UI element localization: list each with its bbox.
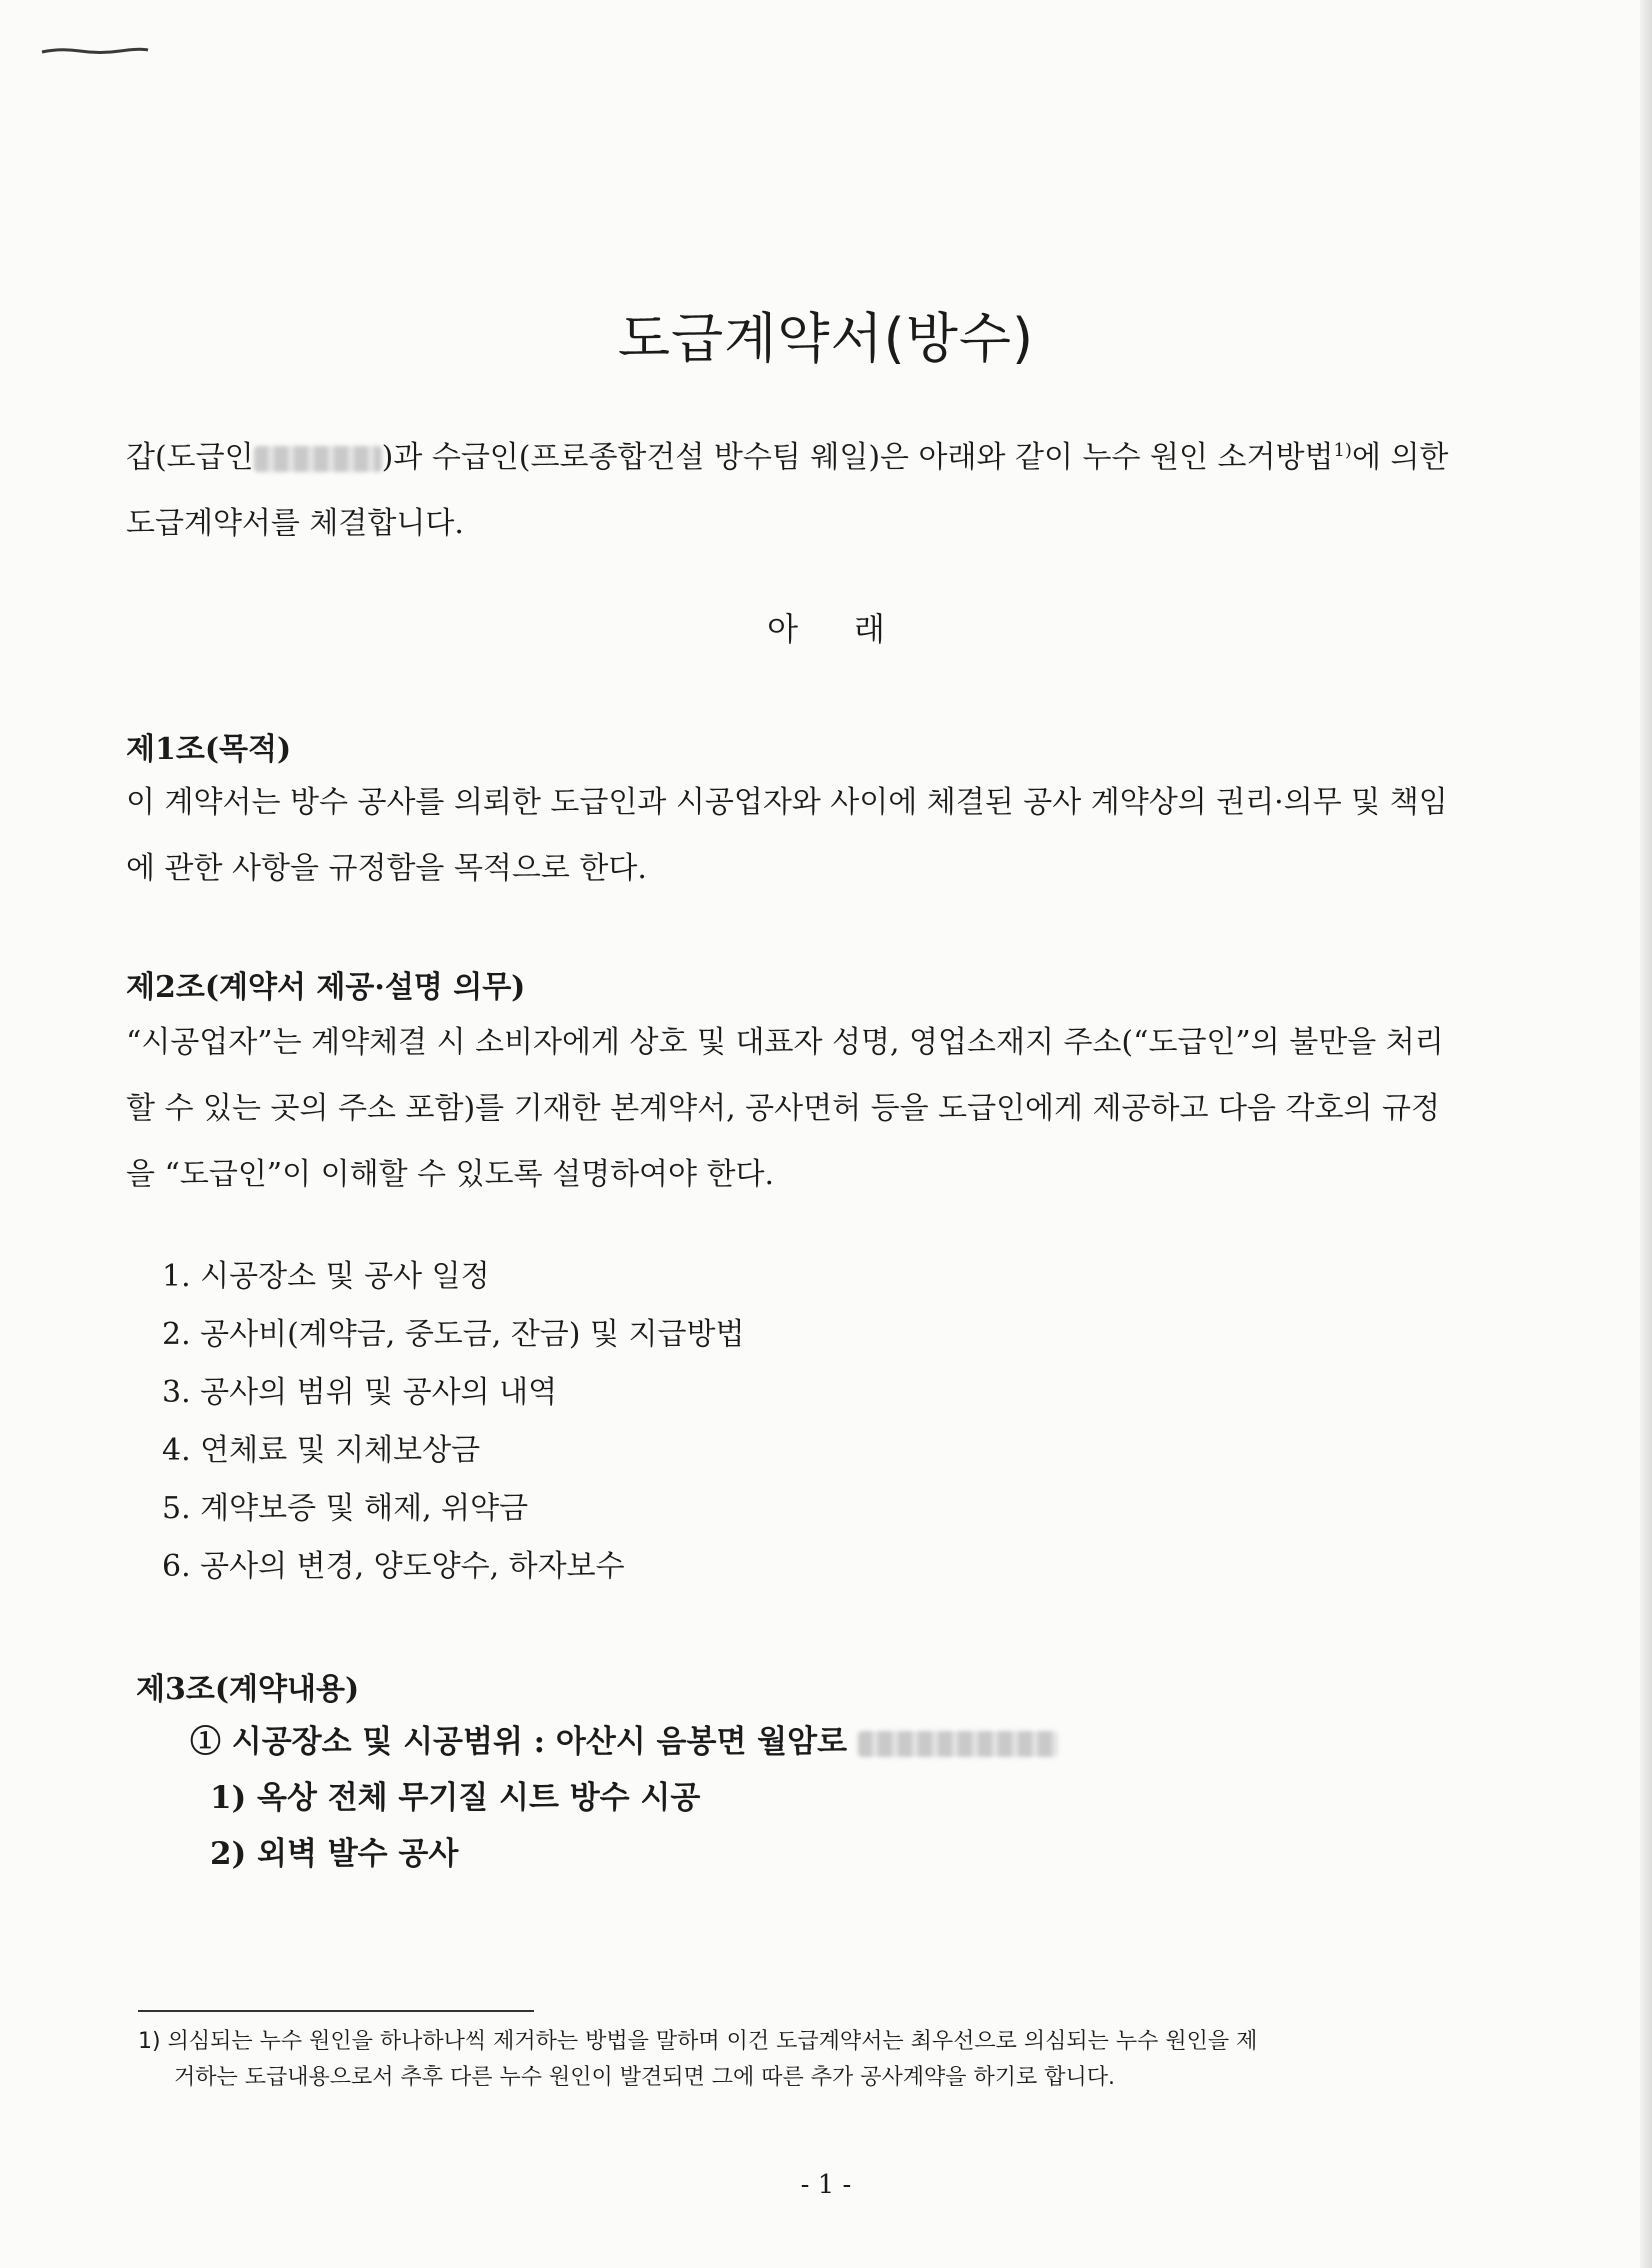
intro-text-part1: 갑(도급인 [126, 440, 254, 475]
article2-heading: 제2조(계약서 제공·설명 의무) [126, 970, 526, 1005]
article3-sub2: 2) 외벽 발수 공사 [210, 1836, 459, 1872]
footnote-reference: 1) [1333, 440, 1352, 461]
article2-text: “시공업자”는 계약체결 시 소비자에게 상호 및 대표자 성명, 영업소재지 주소(“도급인”의 불만을 처리할 수 있는 곳의 주소 포함)를 기재한 본계약서, 공사면허 등을 도급인에게 제공하고 다음 각호의 규정을 “도급인”이 이해할 수 있도록 설명하여야 한다. [126, 1025, 1444, 1192]
intro-text-part2: )과 수급인(프로종합건설 방수팀 웨일)은 아래와 같이 누수 원인 소거방법 [381, 440, 1334, 475]
list-item: 6. 공사의 변경, 양도양수, 하자보수 [162, 1549, 625, 1584]
redacted-address [858, 1731, 1058, 1757]
list-item: 3. 공사의 범위 및 공사의 내역 [162, 1375, 558, 1410]
article2-list [162, 1248, 744, 1596]
list-item: 4. 연체료 및 지체보상금 [162, 1433, 481, 1468]
footnote-divider [138, 2010, 534, 2012]
article3-heading: 제3조(계약내용) [136, 1672, 360, 1707]
redacted-name [254, 446, 382, 472]
intro-text-part3: 에 의한 도급계약서를 체결합니다. [126, 440, 1449, 541]
intro-paragraph [126, 418, 1466, 557]
article3-item1 [190, 1714, 1058, 1770]
article1-text: 이 계약서는 방수 공사를 의뢰한 도급인과 시공업자와 사이에 체결된 공사 계약상의 권리·의무 및 책임에 관한 사항을 규정함을 목적으로 한다. [126, 785, 1448, 886]
below-heading [0, 604, 1652, 650]
page-number: - 1 - [800, 2170, 852, 2200]
list-item: 1. 시공장소 및 공사 일정 [162, 1259, 490, 1294]
article3-item1-text: ① 시공장소 및 시공범위 : 아산시 음봉면 월암로 [190, 1724, 848, 1760]
article1-heading: 제1조(목적) [126, 732, 292, 767]
article3-sub1: 1) 옥상 전체 무기질 시트 방수 시공 [210, 1780, 701, 1816]
list-item: 2. 공사비(계약금, 중도금, 잔금) 및 지급방법 [162, 1317, 745, 1352]
list-item: 5. 계약보증 및 해제, 위약금 [162, 1491, 529, 1526]
below-heading-char1: 아 [767, 610, 798, 648]
footnote-line2: 거하는 도급내용으로서 추후 다른 누수 원인이 발견되면 그에 따른 추가 공사계약을 하기로 합니다. [174, 2065, 1115, 2090]
footnote [138, 2024, 1468, 2096]
document-title: 도급계약서(방수) [617, 307, 1035, 370]
footnote-line1: 1) 의심되는 누수 원인을 하나하나씩 제거하는 방법을 말하며 이건 도급계약서는 최우선으로 의심되는 누수 원인을 제 [138, 2029, 1258, 2054]
article3-content [190, 1714, 1058, 1882]
pen-mark [40, 46, 150, 56]
below-heading-char2: 래 [854, 610, 885, 648]
